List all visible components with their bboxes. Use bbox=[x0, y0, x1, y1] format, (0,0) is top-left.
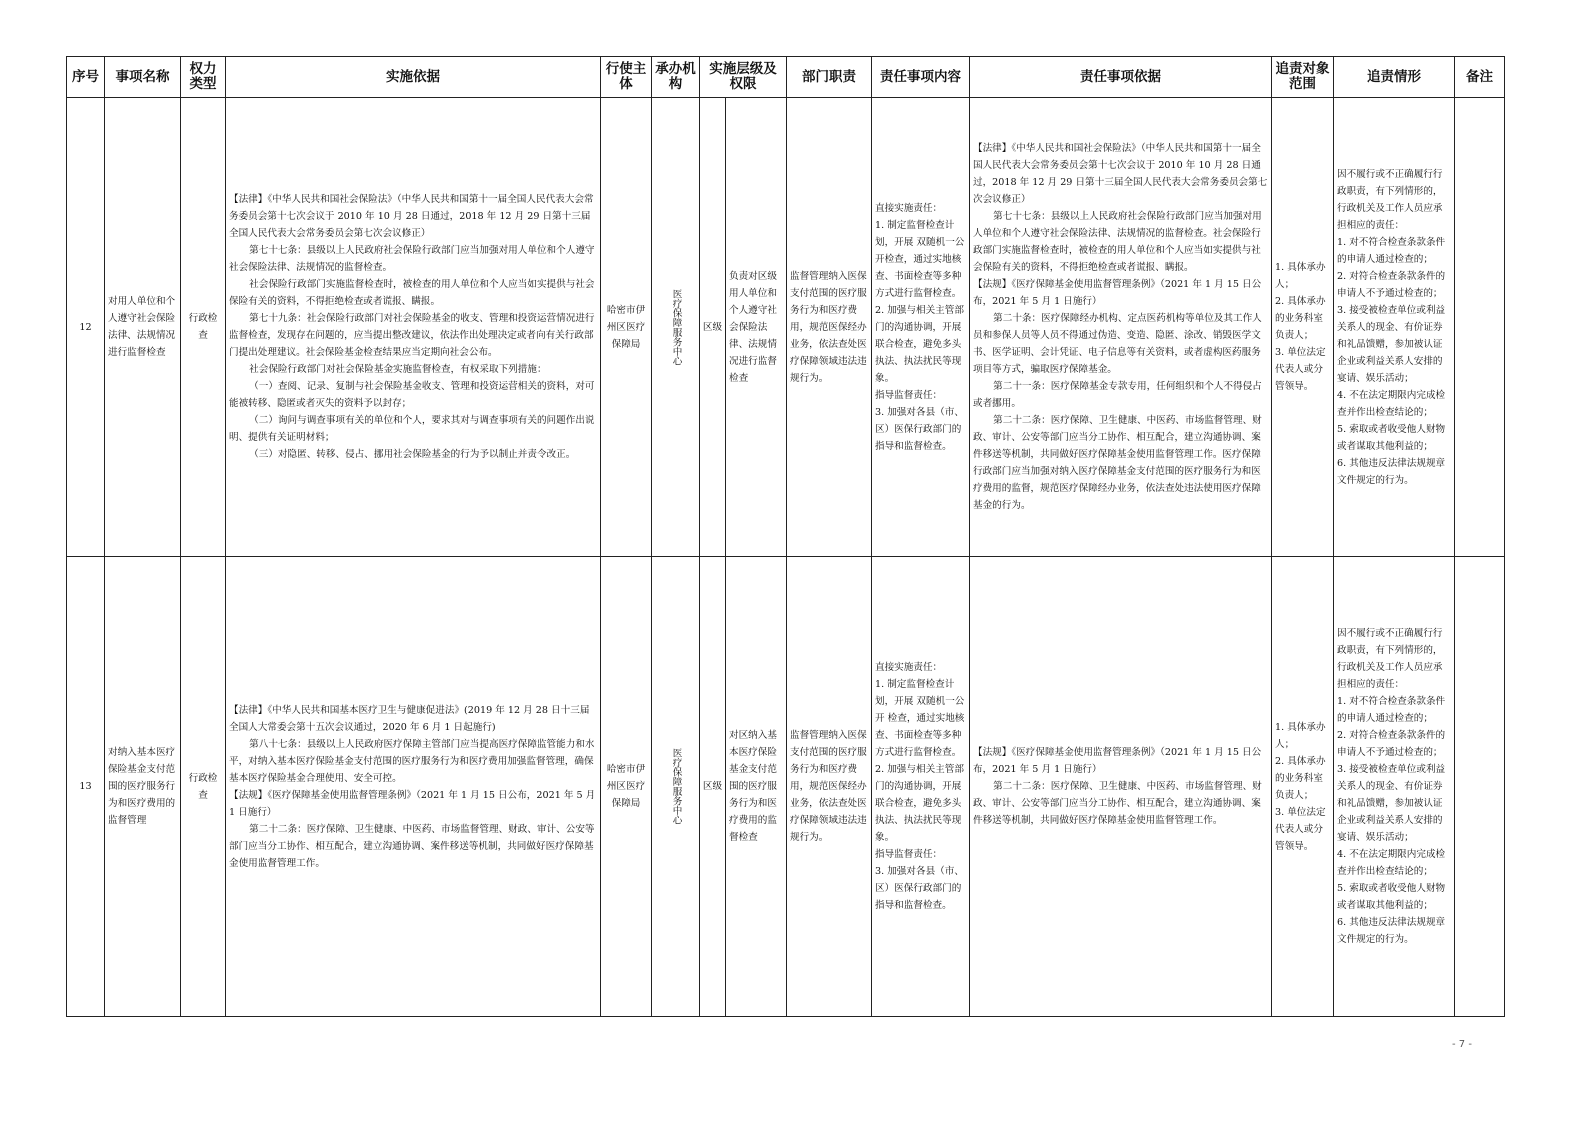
basis-paragraph: （三）对隐匿、转移、侵占、挪用社会保险基金的行为予以制止并责令改正。 bbox=[249, 449, 576, 460]
scope-line: 2. 具体承办的业务科室负责人； bbox=[1275, 296, 1326, 341]
header-level: 实施层级及权限 bbox=[700, 57, 787, 98]
resp-basis-paragraph: 第二十二条：医疗保障、卫生健康、中医药、市场监督管理、财政、审计、公安等部门应当分工协作、相互配合，建立沟通协调、案件移送等机制，共同做好医疗保障基金使用监督管理工作。 bbox=[973, 781, 1262, 826]
row-level-desc: 对区纳入基本医疗保险基金支付范围的医疗服务行为和医疗费用的监督检查 bbox=[726, 557, 787, 1017]
situation-line: 4. 不在法定期限内完成检查并作出检查结论的； bbox=[1337, 849, 1446, 877]
row-seq: 12 bbox=[67, 98, 105, 557]
basis-paragraph: 第七十七条：县级以上人民政府社会保险行政部门应当加强对用人单位和个人遵守社会保险法律、法规情况的监督检查。 bbox=[229, 245, 595, 273]
basis-paragraph: 【法律】《中华人民共和国基本医疗卫生与健康促进法》(2019 年 12 月 28 日十三届全国人大常委会第十五次会议通过，2020 年 6 月 1 日起施行) bbox=[229, 704, 590, 733]
row-name: 对纳入基本医疗保险基金支付范围的医疗服务行为和医疗费用的监督管理 bbox=[105, 557, 181, 1017]
header-name: 事项名称 bbox=[105, 57, 181, 98]
row-scope bbox=[1272, 557, 1334, 1017]
basis-paragraph: 【法律】《中华人民共和国社会保险法》（中华人民共和国第十一届全国人民代表大会常务委员会第十七次会议于 2010 年 10 月 28 日通过，2018 年 12 月 29 日第十三届全国人民代表大会常务委员会第七次会议修正） bbox=[229, 194, 594, 239]
row-name: 对用人单位和个人遵守社会保险法律、法规情况进行监督检查 bbox=[105, 98, 181, 557]
basis-paragraph: （一）查阅、记录、复制与社会保险基金收支、管理和投资运营相关的资料，对可能被转移、隐匿或者灭失的资料予以封存； bbox=[229, 381, 595, 409]
header-resp-basis: 责任事项依据 bbox=[970, 57, 1272, 98]
resp-content-line: 直接实施责任： bbox=[875, 662, 943, 673]
resp-content-line: 2. 加强与相关主管部门的沟通协调，开展联合检查，避免多头执法、执法扰民等现象。 bbox=[875, 764, 964, 843]
basis-paragraph: 【法规】《医疗保障基金使用监督管理条例》（2021 年 1 月 15 日公布，2021 年 5 月 1 日施行） bbox=[229, 789, 596, 818]
situation-line: 3. 接受被检查单位或利益关系人的现金、有价证券和礼品馈赠，参加被认证企业或利益关系人安排的宴请、娱乐活动； bbox=[1337, 304, 1446, 384]
row-duty: 监督管理纳入医保支付范围的医疗服务行为和医疗费用，规范医保经办业务，依法查处医疗保障领域违法违规行为。 bbox=[787, 557, 872, 1017]
row-situation bbox=[1334, 557, 1455, 1017]
row-basis bbox=[226, 98, 601, 557]
resp-basis-paragraph: 第七十七条：县级以上人民政府社会保险行政部门应当加强对用人单位和个人遵守社会保险法律、法规情况的监督检查。社会保险行政部门实施监督检查时，被检查的用人单位和个人应当如实提供与社会保险有关的资料，不得拒绝检查或者谎报、瞒报。 bbox=[973, 211, 1262, 273]
agency-vertical-text: 医疗保障服务中心 bbox=[670, 288, 682, 366]
header-situation: 追责情形 bbox=[1334, 57, 1455, 98]
resp-content-line: 指导监督责任： bbox=[875, 849, 943, 860]
row-remark bbox=[1455, 98, 1505, 557]
resp-basis-paragraph: 【法律】《中华人民共和国社会保险法》（中华人民共和国第十一届全国人民代表大会常务委员会第十七次会议于 2010 年 10 月 28 日通过，2018 年 12 月 29 日第十三届全国人民代表大会常务委员会第七次会议修正） bbox=[973, 143, 1268, 205]
header-power-type: 权力类型 bbox=[181, 57, 226, 98]
situation-line: 1. 对不符合检查条款条件的申请人通过检查的； bbox=[1337, 696, 1446, 724]
resp-content-line: 1. 制定监督检查计划，开展 双随机一公开检查，通过实地核查、书面检查等多种方式进行监督检查。 bbox=[875, 219, 965, 299]
basis-paragraph: 第二十二条：医疗保障、卫生健康、中医药、市场监督管理、财政、审计、公安等部门应当分工协作、相互配合，建立沟通协调、案件移送等机制，共同做好医疗保障基金使用监督管理工作。 bbox=[229, 823, 595, 869]
header-agency: 承办机构 bbox=[652, 57, 700, 98]
situation-line: 因不履行或不正确履行行政职责，有下列情形的，行政机关及工作人员应承担相应的责任： bbox=[1337, 628, 1443, 690]
table-row bbox=[67, 98, 1505, 557]
resp-content-line: 1. 制定监督检查计划，开展 双随机一公开 检查，通过实地核查、书面检查等多种方式进行监督检查。 bbox=[875, 679, 965, 758]
scope-line: 3. 单位法定代表人或分管领导。 bbox=[1275, 347, 1326, 392]
row-situation bbox=[1334, 98, 1455, 557]
resp-content-line: 3. 加强对各县（市、区）医保行政部门的指导和监督检查。 bbox=[875, 866, 964, 911]
basis-paragraph: （二）询问与调查事项有关的单位和个人，要求其对与调查事项有关的问题作出说明、提供有关证明材料； bbox=[229, 415, 595, 443]
scope-line: 1. 具体承办人； bbox=[1275, 262, 1326, 290]
situation-line: 6. 其他违反法律法规规章文件规定的行为。 bbox=[1337, 917, 1446, 945]
row-resp-content bbox=[872, 557, 970, 1017]
situation-line: 6. 其他违反法律法规规章文件规定的行为。 bbox=[1337, 457, 1446, 486]
resp-basis-paragraph: 第二十二条：医疗保障、卫生健康、中医药、市场监督管理、财政、审计、公安等部门应当分工协作、相互配合，建立沟通协调、案件移送等机制，共同做好医疗保障基金使用监督管理工作。医疗保障行政部门应当加强对纳入医疗保障基金支付范围的医疗服务行为和医疗费用的监督，规范医疗保障经办业务，依法查处违法使用医疗保障基金的行为。 bbox=[973, 415, 1262, 511]
resp-content-line: 指导监督责任： bbox=[875, 389, 943, 401]
page-number: - 7 - bbox=[1452, 1039, 1472, 1050]
row-resp-basis bbox=[970, 557, 1272, 1017]
header-row bbox=[67, 57, 1505, 98]
resp-basis-paragraph: 【法规】《医疗保障基金使用监督管理条例》（2021 年 1 月 15 日公布，2021 年 5 月 1 日施行） bbox=[973, 747, 1262, 775]
basis-paragraph: 社会保险行政部门实施监督检查时，被检查的用人单位和个人应当如实提供与社会保险有关的资料，不得拒绝检查或者谎报、瞒报。 bbox=[229, 279, 595, 307]
scope-line: 3. 单位法定代表人或分管领导。 bbox=[1275, 806, 1326, 852]
row-subject: 哈密市伊州区医疗保障局 bbox=[601, 557, 652, 1017]
row-subject: 哈密市伊州区医疗保障局 bbox=[601, 98, 652, 557]
row-duty: 监督管理纳入医保支付范围的医疗服务行为和医疗费用，规范医保经办业务，依法查处医疗保障领域违法违规行为。 bbox=[787, 98, 872, 557]
row-remark bbox=[1455, 557, 1505, 1017]
header-basis: 实施依据 bbox=[226, 57, 601, 98]
header-scope: 追责对象范围 bbox=[1272, 57, 1334, 98]
basis-paragraph: 第八十七条：县级以上人民政府医疗保障主管部门应当提高医疗保障监管能力和水平，对纳入基本医疗保险基金支付范围的医疗服务行为和医疗费用加强监督管理，确保基本医疗保险基金合理使用、安全可控。 bbox=[229, 738, 595, 784]
row-level: 区级 bbox=[700, 98, 726, 557]
situation-line: 2. 对符合检查条款条件的申请人不予通过检查的； bbox=[1337, 730, 1446, 758]
row-level: 区级 bbox=[700, 557, 726, 1017]
row-resp-basis bbox=[970, 98, 1272, 557]
header-duty: 部门职责 bbox=[787, 57, 872, 98]
agency-vertical-text: 医疗保障服务中心 bbox=[670, 748, 682, 825]
resp-basis-paragraph: 第二十条：医疗保障经办机构、定点医药机构等单位及其工作人员和参保人员等人员不得通过伪造、变造、隐匿、涂改、销毁医学文书、医学证明、会计凭证、电子信息等有关资料，或者虚构医药服务项目等方式，骗取医疗保障基金。 bbox=[973, 313, 1262, 375]
row-level-desc: 负责对区级用人单位和个人遵守社会保险法律、法规情况进行监督检查 bbox=[726, 98, 787, 557]
situation-line: 1. 对不符合检查条款条件的申请人通过检查的； bbox=[1337, 236, 1446, 265]
row-power-type: 行政检查 bbox=[181, 557, 226, 1017]
scope-line: 2. 具体承办的业务科室负责人； bbox=[1275, 755, 1326, 801]
situation-line: 4. 不在法定期限内完成检查并作出检查结论的； bbox=[1337, 389, 1446, 418]
basis-paragraph: 社会保险行政部门对社会保险基金实施监督检查，有权采取下列措施： bbox=[249, 364, 547, 375]
row-basis bbox=[226, 557, 601, 1017]
resp-content-line: 直接实施责任： bbox=[875, 202, 943, 214]
row-agency bbox=[652, 98, 700, 557]
resp-content-line: 2. 加强与相关主管部门的沟通协调，开展联合检查，避免多头执法、执法扰民等现象。 bbox=[875, 304, 964, 384]
header-seq: 序号 bbox=[67, 57, 105, 98]
row-power-type: 行政检查 bbox=[181, 98, 226, 557]
power-list-table bbox=[66, 56, 1505, 1017]
situation-line: 5. 索取或者收受他人财物或者谋取其他利益的； bbox=[1337, 883, 1446, 911]
situation-line: 2. 对符合检查条款条件的申请人不予通过检查的； bbox=[1337, 270, 1446, 299]
resp-basis-paragraph: 【法规】《医疗保障基金使用监督管理条例》（2021 年 1 月 15 日公布，2021 年 5 月 1 日施行） bbox=[973, 279, 1262, 307]
row-scope bbox=[1272, 98, 1334, 557]
header-subject: 行使主体 bbox=[601, 57, 652, 98]
row-seq: 13 bbox=[67, 557, 105, 1017]
situation-line: 3. 接受被检查单位或利益关系人的现金、有价证券和礼品馈赠，参加被认证企业或利益关系人安排的宴请、娱乐活动； bbox=[1337, 764, 1446, 843]
scope-line: 1. 具体承办人； bbox=[1275, 721, 1326, 750]
basis-paragraph: 第七十九条：社会保险行政部门对社会保险基金的收支、管理和投资运营情况进行监督检查，发现存在问题的，应当提出整改建议，依法作出处理决定或者向有关行政部门提出处理建议。社会保险基金检查结果应当定期向社会公布。 bbox=[229, 313, 595, 358]
situation-line: 因不履行或不正确履行行政职责，有下列情形的，行政机关及工作人员应承担相应的责任： bbox=[1337, 168, 1443, 231]
row-resp-content bbox=[872, 98, 970, 557]
row-agency bbox=[652, 557, 700, 1017]
resp-content-line: 3. 加强对各县（市、区）医保行政部门的指导和监督检查。 bbox=[875, 406, 964, 452]
table-row bbox=[67, 557, 1505, 1017]
resp-basis-paragraph: 第二十一条：医疗保障基金专款专用，任何组织和个人不得侵占或者挪用。 bbox=[973, 381, 1262, 409]
header-remark: 备注 bbox=[1455, 57, 1505, 98]
header-resp-content: 责任事项内容 bbox=[872, 57, 970, 98]
situation-line: 5. 索取或者收受他人财物或者谋取其他利益的； bbox=[1337, 423, 1446, 452]
